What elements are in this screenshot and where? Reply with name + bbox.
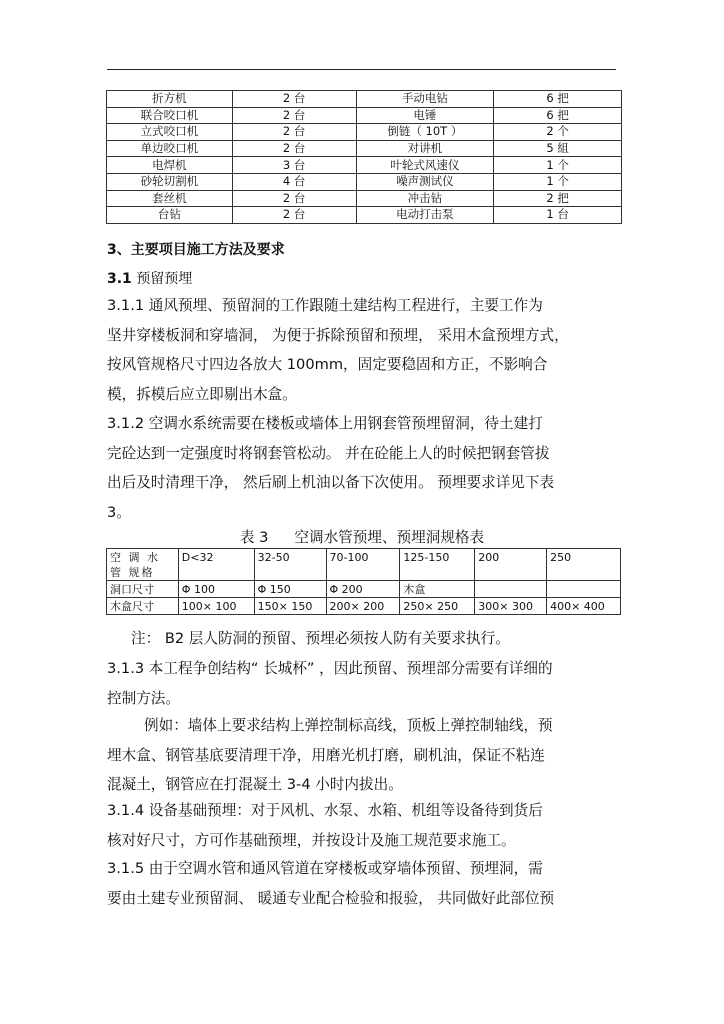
text-line: 坚井穿楼板洞和穿墙洞， 为便于拆除预留和预埋， 采用木盒预埋方式，: [107, 326, 569, 344]
table-cell: 2 台: [232, 207, 356, 224]
table-cell: 噪声测试仪: [356, 173, 494, 190]
table-cell: 折方机: [107, 91, 233, 108]
table-cell: 单边咬口机: [107, 140, 233, 157]
text-line: 埋木盒、钢管基底要清理干净，用磨光机打磨，刷机油，保证不粘连: [107, 746, 545, 764]
table-cell: 空 调 水 管 规格: [107, 549, 179, 581]
table-cell: 2 个: [494, 124, 622, 141]
table-cell: 400× 400: [547, 598, 621, 615]
table-cell: 叶轮式风速仪: [356, 157, 494, 174]
table-cell: 2 台: [232, 91, 356, 108]
table-cell: [547, 581, 621, 598]
table-cell: 2 台: [232, 140, 356, 157]
table-row: [107, 157, 622, 174]
table-cell: 250: [547, 549, 621, 581]
paragraph-3-1-2: [107, 409, 617, 528]
text-line: 3.1.2 空调水系统需要在楼板或墙体上用钢套管预埋留洞，待土建打: [107, 415, 543, 432]
table-cell: 木盒: [400, 581, 475, 598]
table-cell: 倒链（ 10T ）: [356, 124, 494, 141]
text-line: 3.1.3 本工程争创结构“ 长城杯” ，因此预留、预埋部分需要有详细的: [107, 660, 553, 677]
table-cell: 木盒尺寸: [107, 598, 179, 615]
table-cell: 套丝机: [107, 190, 233, 207]
section-heading-3-1: [107, 268, 192, 288]
table-cell: Φ 150: [254, 581, 326, 598]
table-row: [107, 91, 622, 108]
caption-number: 表 3: [239, 529, 269, 546]
table-cell: 200× 200: [326, 598, 400, 615]
table-row: [107, 173, 622, 190]
table-cell: 联合咬口机: [107, 107, 233, 124]
text-line: 要由土建专业预留洞、 暖通专业配合检验和报验， 共同做好此部位预: [107, 889, 555, 907]
table-cell: 6 把: [494, 107, 622, 124]
paragraph-3-1-5: [107, 854, 617, 913]
text-line: 混凝土，钢管应在打混凝土 3-4 小时内拔出。: [107, 776, 403, 794]
text-line: 例如：墙体上要求结构上弹控制标高线，顶板上弹控制轴线，预: [144, 717, 553, 734]
table-cell: 300× 300: [475, 598, 547, 615]
table-cell: 砂轮切割机: [107, 173, 233, 190]
table-cell: [475, 581, 547, 598]
text-line: 3。: [107, 504, 131, 522]
table-cell: D<32: [178, 549, 254, 581]
section-number: 3.1: [107, 271, 132, 287]
table-cell: 70-100: [326, 549, 400, 581]
table-cell: 2 台: [232, 124, 356, 141]
section-heading-3: 3、主要项目施工方法及要求: [107, 242, 285, 258]
text-line: 控制方法。: [107, 689, 180, 707]
table-cell: 6 把: [494, 91, 622, 108]
paragraph-3-1-4: [107, 796, 617, 855]
table-row: [107, 581, 621, 598]
table-row: [107, 598, 621, 615]
table-cell: 150× 150: [254, 598, 326, 615]
table-cell: 1 个: [494, 173, 622, 190]
table-cell: 2 把: [494, 190, 622, 207]
header-rule: [107, 69, 616, 70]
equipment-table: [106, 90, 622, 224]
table-cell: 4 台: [232, 173, 356, 190]
table-caption: [0, 526, 724, 547]
text-line: 模，拆模后应立即剔出木盒。: [107, 386, 297, 404]
text-line: 3.1.5 由于空调水管和通风管道在穿楼板或穿墙体预留、预埋洞，需: [107, 860, 543, 877]
text-line: 3.1.1 通风预埋、预留洞的工作跟随土建结构工程进行，主要工作为: [107, 297, 543, 314]
table-cell: Φ 200: [326, 581, 400, 598]
text-line: 完砼达到一定强度时将钢套管松动。 并在砼能上人的时候把钢套管拔: [107, 444, 550, 462]
caption-title: 空调水管预埋、预埋洞规格表: [294, 529, 485, 546]
table-cell: 冲击钻: [356, 190, 494, 207]
table-cell: 125-150: [400, 549, 475, 581]
table-cell: 洞口尺寸: [107, 581, 179, 598]
text-line: 出后及时清理干净， 然后刷上机油以备下次使用。 预埋要求详见下表: [107, 474, 555, 492]
paragraph-3-1-3: [107, 654, 617, 713]
table-cell: 电动打击泵: [356, 207, 494, 224]
paragraph-example: [107, 711, 617, 800]
table-cell: 对讲机: [356, 140, 494, 157]
table-row: [107, 549, 621, 581]
table-row: [107, 107, 622, 124]
table-cell: 32-50: [254, 549, 326, 581]
table-cell: 电锤: [356, 107, 494, 124]
table-row: [107, 124, 622, 141]
table-cell: 1 台: [494, 207, 622, 224]
table-row: [107, 207, 622, 224]
note-text: 注： B2 层人防洞的预留、预埋必须按人防有关要求执行。: [131, 630, 510, 647]
table-cell: 1 个: [494, 157, 622, 174]
text-line: 核对好尺寸，方可作基础预埋，并按设计及施工规范要求施工。: [107, 831, 516, 849]
table-cell: 250× 250: [400, 598, 475, 615]
text-line: 按风管规格尺寸四边各放大 100mm，固定要稳固和方正，不影响合: [107, 356, 548, 374]
section-title: 预留预埋: [131, 271, 193, 287]
table-cell: 手动电钻: [356, 91, 494, 108]
table-cell: 5 組: [494, 140, 622, 157]
spec-table: [106, 548, 621, 615]
paragraph-3-1-1: [107, 291, 617, 410]
table-cell: 100× 100: [178, 598, 254, 615]
text-line: 3.1.4 设备基础预埋：对于风机、水泵、水箱、机组等设备待到货后: [107, 802, 543, 819]
table-cell: 立式咬口机: [107, 124, 233, 141]
table-cell: 3 台: [232, 157, 356, 174]
table-row: [107, 140, 622, 157]
table-cell: 2 台: [232, 190, 356, 207]
table-cell: 200: [475, 549, 547, 581]
table-cell: 电焊机: [107, 157, 233, 174]
table-row: [107, 190, 622, 207]
table-cell: Φ 100: [178, 581, 254, 598]
table-cell: 台钻: [107, 207, 233, 224]
table-cell: 2 台: [232, 107, 356, 124]
